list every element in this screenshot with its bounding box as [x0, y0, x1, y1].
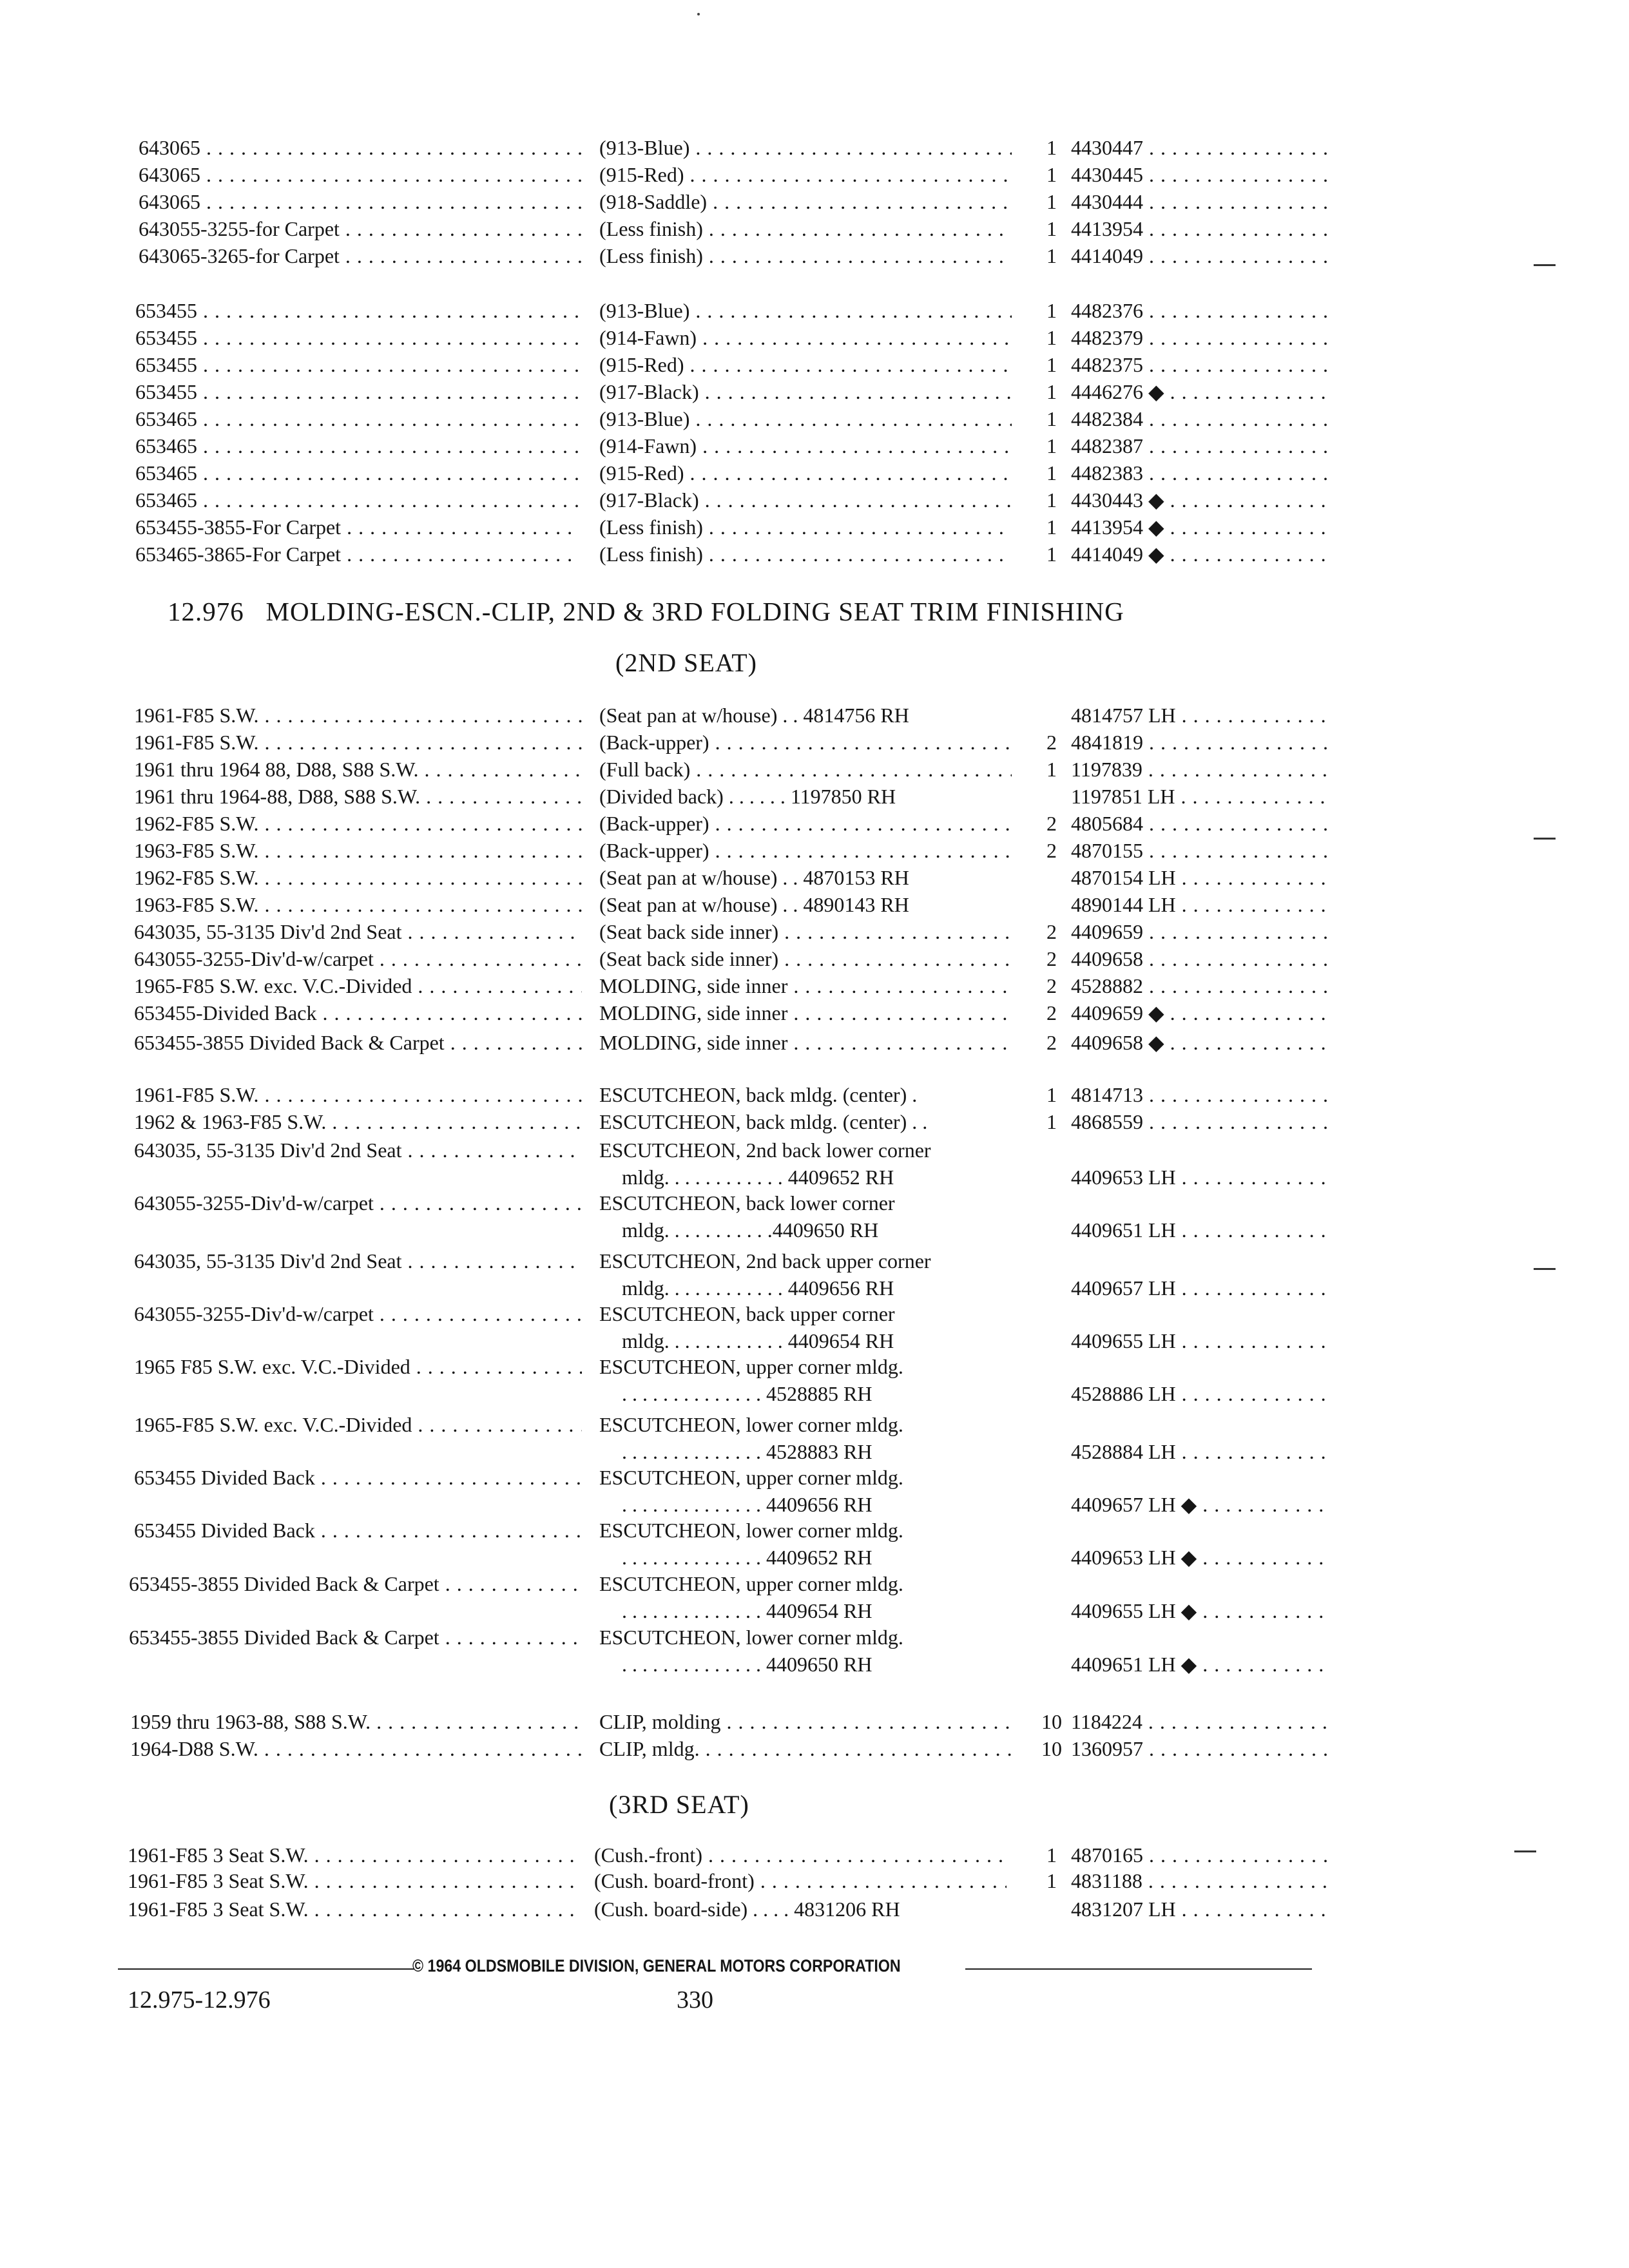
quantity: 1 [1046, 326, 1057, 349]
quantity: 1 [1046, 434, 1057, 457]
description: MOLDING, side inner . . . [599, 1028, 1012, 1057]
model: 653455-3855 Divided Back & Carpet . . . [129, 1623, 582, 1651]
part-number: 653455 . . . [135, 351, 580, 379]
catalog-number: 4805684 . . . [1071, 809, 1329, 838]
catalog-number: 4430444 . . . [1071, 187, 1329, 216]
table-row [0, 351, 1629, 379]
quantity: 1 [1046, 488, 1057, 512]
description-continued: mldg. . . . . . . . . . . . 4409656 RH [622, 1276, 894, 1300]
quantity: 2 [1046, 974, 1057, 997]
description: ESCUTCHEON, 2nd back lower corner [599, 1139, 931, 1162]
catalog-number: 4409653 LH ◆ . . . [1071, 1543, 1329, 1571]
model: 1959 thru 1963-88, S88 S.W. . . . [130, 1707, 581, 1736]
description: (Back-upper) . . . [599, 728, 1012, 756]
description-continued: mldg. . . . . . . . . . .4409650 RH [622, 1218, 879, 1242]
table-row [0, 215, 1629, 243]
description-continued: . . . . . . . . . . . . . . 4409654 RH [622, 1599, 872, 1622]
model: 643035, 55-3135 Div'd 2nd Seat . . . [134, 1136, 582, 1164]
catalog-number: 4831207 LH . . . [1071, 1895, 1329, 1923]
model: 653455 Divided Back . . . [134, 1463, 582, 1492]
table-row-continued [0, 1216, 1629, 1244]
margin-mark [1514, 1850, 1536, 1852]
table-row [0, 1108, 1629, 1136]
description: (915-Red) . . . [599, 351, 1012, 379]
catalog-number: 4870154 LH . . . [1071, 863, 1329, 892]
catalog-number: 4430447 . . . [1071, 133, 1329, 162]
catalog-number: 4890144 LH . . . [1071, 890, 1329, 919]
table-row [0, 1516, 1629, 1544]
description: (917-Black) . . . [599, 486, 1012, 514]
quantity: 2 [1046, 812, 1057, 835]
table-row-continued [0, 1274, 1629, 1302]
table-row [0, 1841, 1629, 1869]
table-row-continued [0, 1543, 1629, 1571]
table-row [0, 863, 1629, 892]
part-number: 653455-3855-For Carpet . . . [135, 513, 580, 541]
table-row [0, 242, 1629, 270]
description: ESCUTCHEON, back lower corner [599, 1191, 895, 1215]
description: ESCUTCHEON, back upper corner [599, 1302, 895, 1325]
table-row [0, 432, 1629, 460]
table-row [0, 701, 1629, 729]
catalog-number: 1184224 . . . [1071, 1707, 1329, 1736]
catalog-number: 4409655 LH . . . [1071, 1327, 1329, 1355]
stray-mark [697, 13, 700, 15]
section-range: 12.975-12.976 [128, 1986, 271, 2013]
quantity: 1 [1046, 190, 1057, 213]
description: (Less finish) . . . [599, 540, 1012, 568]
quantity: 2 [1046, 920, 1057, 943]
catalog-number: 4868559 . . . [1071, 1108, 1329, 1136]
description: ESCUTCHEON, upper corner mldg. [599, 1355, 903, 1378]
quantity: 1 [1046, 380, 1057, 403]
quantity: 1 [1046, 136, 1057, 159]
table-row [0, 378, 1629, 406]
footer-rule-left [118, 1968, 414, 1970]
part-number: 653465 . . . [135, 486, 580, 514]
description: ESCUTCHEON, back mldg. (center) . . [599, 1110, 928, 1133]
description-continued: mldg. . . . . . . . . . . . 4409652 RH [622, 1166, 894, 1189]
catalog-number: 4528886 LH . . . [1071, 1379, 1329, 1408]
table-row [0, 836, 1629, 865]
part-number: 653455 . . . [135, 323, 580, 352]
description: CLIP, molding . . . [599, 1707, 1012, 1736]
table-row-continued [0, 1597, 1629, 1625]
model: 653455-3855 Divided Back & Carpet . . . [134, 1028, 582, 1057]
model: 1962 & 1963-F85 S.W. . . . [134, 1108, 582, 1136]
description-continued: . . . . . . . . . . . . . . 4528883 RH [622, 1440, 872, 1463]
footer-rule-right [965, 1968, 1312, 1970]
catalog-number: 4482376 . . . [1071, 296, 1329, 325]
model: 1961-F85 S.W. . . . [134, 1081, 582, 1109]
part-number: 643065 . . . [139, 133, 583, 162]
table-row [0, 945, 1629, 973]
catalog-number: 4482384 . . . [1071, 405, 1329, 433]
description: MOLDING, side inner . . . [599, 972, 1012, 1000]
quantity: 1 [1046, 1110, 1057, 1133]
description: ESCUTCHEON, upper corner mldg. [599, 1572, 903, 1595]
second-seat-heading: (2ND SEAT) [615, 648, 757, 677]
catalog-number: 4841819 . . . [1071, 728, 1329, 756]
part-number: 653465-3865-For Carpet . . . [135, 540, 580, 568]
description: ESCUTCHEON, 2nd back upper corner [599, 1249, 931, 1273]
table-row [0, 1707, 1629, 1736]
quantity: 1 [1046, 515, 1057, 539]
table-row [0, 755, 1629, 783]
section-title: MOLDING-ESCN.-CLIP, 2ND & 3RD FOLDING SEAT TRIM FINISHING [265, 597, 1124, 626]
part-number: 653465 . . . [135, 432, 580, 460]
description: ESCUTCHEON, back mldg. (center) . [599, 1083, 918, 1106]
quantity: 1 [1046, 299, 1057, 322]
quantity: 1 [1046, 163, 1057, 186]
description: (914-Fawn) . . . [599, 432, 1012, 460]
quantity: 10 [1041, 1710, 1062, 1733]
table-row [0, 809, 1629, 838]
table-row [0, 1867, 1629, 1895]
description: (915-Red) . . . [599, 459, 1012, 487]
description: (Seat pan at w/house) . . 4870153 RH [599, 866, 909, 889]
model: 1964-D88 S.W. . . . [130, 1735, 581, 1763]
quantity: 1 [1046, 461, 1057, 485]
catalog-number: 4414049 . . . [1071, 242, 1329, 270]
catalog-number: 4409658 ◆ . . . [1071, 1028, 1329, 1057]
catalog-number: 4409651 LH ◆ . . . [1071, 1650, 1329, 1678]
description: MOLDING, side inner . . . [599, 999, 1012, 1027]
description: (Divided back) . . . . . . 1197850 RH [599, 785, 896, 808]
description: (Seat back side inner) . . . [599, 918, 1012, 946]
table-row [0, 540, 1629, 568]
model: 1961-F85 3 Seat S.W. . . . [128, 1841, 580, 1869]
description: (Cush. board-side) . . . . 4831206 RH [594, 1898, 900, 1921]
catalog-number: 4409655 LH ◆ . . . [1071, 1597, 1329, 1625]
catalog-number: 4814757 LH . . . [1071, 701, 1329, 729]
quantity: 1 [1046, 1869, 1057, 1892]
model: 1961-F85 S.W. . . . [134, 728, 582, 756]
description: ESCUTCHEON, lower corner mldg. [599, 1519, 903, 1542]
model: 1962-F85 S.W. . . . [134, 863, 582, 892]
catalog-number: 4482387 . . . [1071, 432, 1329, 460]
quantity: 2 [1046, 1031, 1057, 1054]
description: CLIP, mldg. . . . [599, 1735, 1012, 1763]
quantity: 2 [1046, 731, 1057, 754]
part-number: 653465 . . . [135, 405, 580, 433]
table-row [0, 187, 1629, 216]
description: (Back-upper) . . . [599, 809, 1012, 838]
catalog-number: 4413954 . . . [1071, 215, 1329, 243]
table-row [0, 1352, 1629, 1381]
table-row [0, 728, 1629, 756]
quantity: 1 [1046, 758, 1057, 781]
catalog-number: 4528882 . . . [1071, 972, 1329, 1000]
table-row [0, 1247, 1629, 1275]
margin-mark [1534, 1268, 1556, 1270]
table-row-continued [0, 1379, 1629, 1408]
model: 1965-F85 S.W. exc. V.C.-Divided . . . [134, 1410, 582, 1439]
catalog-number: 4409659 . . . [1071, 918, 1329, 946]
third-seat-heading: (3RD SEAT) [609, 1790, 749, 1819]
description: (Seat back side inner) . . . [599, 945, 1012, 973]
description: (Cush.-front) . . . [594, 1841, 1007, 1869]
table-row [0, 1410, 1629, 1439]
catalog-number: 1197839 . . . [1071, 755, 1329, 783]
description: (913-Blue) . . . [599, 133, 1012, 162]
part-number: 643065-3265-for Carpet . . . [139, 242, 583, 270]
catalog-number: 4446276 ◆ . . . [1071, 378, 1329, 406]
description: (918-Saddle) . . . [599, 187, 1012, 216]
part-number: 653455 . . . [135, 378, 580, 406]
table-row [0, 1623, 1629, 1651]
table-row [0, 133, 1629, 162]
table-row [0, 323, 1629, 352]
table-row [0, 1189, 1629, 1217]
model: 643055-3255-Div'd-w/carpet . . . [134, 1189, 582, 1217]
table-row-continued [0, 1437, 1629, 1466]
table-row [0, 1081, 1629, 1109]
table-row [0, 999, 1629, 1027]
table-row [0, 890, 1629, 919]
description: (Less finish) . . . [599, 242, 1012, 270]
model: 1965-F85 S.W. exc. V.C.-Divided . . . [134, 972, 582, 1000]
quantity: 1 [1046, 217, 1057, 240]
catalog-number: 4413954 ◆ . . . [1071, 513, 1329, 541]
description: ESCUTCHEON, lower corner mldg. [599, 1626, 903, 1649]
table-row [0, 782, 1629, 811]
table-row [0, 1735, 1629, 1763]
table-row [0, 486, 1629, 514]
table-row [0, 972, 1629, 1000]
table-row [0, 918, 1629, 946]
catalog-number: 4482383 . . . [1071, 459, 1329, 487]
model: 643055-3255-Div'd-w/carpet . . . [134, 945, 582, 973]
section-number: 12.976 [168, 597, 244, 626]
margin-mark [1534, 264, 1556, 266]
model: 653455-Divided Back . . . [134, 999, 582, 1027]
section-heading [168, 596, 1124, 627]
catalog-number: 4409657 LH . . . [1071, 1274, 1329, 1302]
description-continued: . . . . . . . . . . . . . . 4409656 RH [622, 1493, 872, 1516]
catalog-number: 4409658 . . . [1071, 945, 1329, 973]
quantity: 1 [1046, 407, 1057, 430]
catalog-number: 4870165 . . . [1071, 1841, 1329, 1869]
catalog-number: 4409659 ◆ . . . [1071, 999, 1329, 1027]
quantity: 2 [1046, 947, 1057, 970]
catalog-number: 4482379 . . . [1071, 323, 1329, 352]
table-row [0, 1463, 1629, 1492]
description-continued: mldg. . . . . . . . . . . . 4409654 RH [622, 1329, 894, 1352]
catalog-number: 4870155 . . . [1071, 836, 1329, 865]
margin-mark [1534, 838, 1556, 840]
quantity: 10 [1041, 1737, 1062, 1760]
quantity: 1 [1046, 1083, 1057, 1106]
description: ESCUTCHEON, upper corner mldg. [599, 1466, 903, 1489]
model: 1962-F85 S.W. . . . [134, 809, 582, 838]
table-row [0, 160, 1629, 189]
part-number: 643055-3255-for Carpet . . . [139, 215, 583, 243]
description: (913-Blue) . . . [599, 296, 1012, 325]
model: 1963-F85 S.W. . . . [134, 890, 582, 919]
model: 1961 thru 1964-88, D88, S88 S.W. . . . [134, 782, 582, 811]
catalog-number: 1360957 . . . [1071, 1735, 1329, 1763]
description: (Less finish) . . . [599, 513, 1012, 541]
quantity: 1 [1046, 1843, 1057, 1867]
table-row-continued [0, 1650, 1629, 1678]
table-row [0, 296, 1629, 325]
description: (914-Fawn) . . . [599, 323, 1012, 352]
table-row [0, 513, 1629, 541]
model: 1961-F85 3 Seat S.W. . . . [128, 1895, 580, 1923]
model: 1961-F85 3 Seat S.W. . . . [128, 1867, 580, 1895]
table-row-continued [0, 1327, 1629, 1355]
model: 643035, 55-3135 Div'd 2nd Seat . . . [134, 918, 582, 946]
table-row [0, 1895, 1629, 1923]
part-number: 643065 . . . [139, 187, 583, 216]
quantity: 1 [1046, 353, 1057, 376]
part-number: 643065 . . . [139, 160, 583, 189]
catalog-number: 4414049 ◆ . . . [1071, 540, 1329, 568]
catalog-number: 4528884 LH . . . [1071, 1437, 1329, 1466]
catalog-number: 4409651 LH . . . [1071, 1216, 1329, 1244]
catalog-number: 4482375 . . . [1071, 351, 1329, 379]
model: 653455 Divided Back . . . [134, 1516, 582, 1544]
catalog-number: 4831188 . . . [1071, 1867, 1329, 1895]
catalog-number: 4814713 . . . [1071, 1081, 1329, 1109]
description-continued: . . . . . . . . . . . . . . 4409650 RH [622, 1653, 872, 1676]
table-row [0, 1136, 1629, 1164]
description-continued: . . . . . . . . . . . . . . 4528885 RH [622, 1382, 872, 1405]
quantity: 1 [1046, 543, 1057, 566]
table-row-continued [0, 1490, 1629, 1519]
description: ESCUTCHEON, lower corner mldg. [599, 1413, 903, 1436]
description: (Cush. board-front) . . . [594, 1867, 1007, 1895]
table-row [0, 1570, 1629, 1598]
part-number: 653465 . . . [135, 459, 580, 487]
table-row [0, 405, 1629, 433]
model: 1961-F85 S.W. . . . [134, 701, 582, 729]
page-number: 330 [677, 1986, 713, 2013]
catalog-number: 4409653 LH . . . [1071, 1163, 1329, 1191]
description: (913-Blue) . . . [599, 405, 1012, 433]
model: 1965 F85 S.W. exc. V.C.-Divided . . . [134, 1352, 582, 1381]
table-row-continued [0, 1163, 1629, 1191]
model: 653455-3855 Divided Back & Carpet . . . [129, 1570, 582, 1598]
description: (Seat pan at w/house) . . 4814756 RH [599, 704, 909, 727]
table-row [0, 1300, 1629, 1328]
model: 1963-F85 S.W. . . . [134, 836, 582, 865]
model: 643055-3255-Div'd-w/carpet . . . [134, 1300, 582, 1328]
description: (917-Black) . . . [599, 378, 1012, 406]
table-row [0, 1028, 1629, 1057]
part-number: 653455 . . . [135, 296, 580, 325]
description-continued: . . . . . . . . . . . . . . 4409652 RH [622, 1546, 872, 1569]
description: (Seat pan at w/house) . . 4890143 RH [599, 893, 909, 916]
description: (Full back) . . . [599, 755, 1012, 783]
description: (Back-upper) . . . [599, 836, 1012, 865]
quantity: 1 [1046, 244, 1057, 267]
quantity: 2 [1046, 839, 1057, 862]
description: (915-Red) . . . [599, 160, 1012, 189]
catalog-number: 4409657 LH ◆ . . . [1071, 1490, 1329, 1519]
table-row [0, 459, 1629, 487]
catalog-number: 1197851 LH . . . [1071, 782, 1329, 811]
quantity: 2 [1046, 1001, 1057, 1024]
description: (Less finish) . . . [599, 215, 1012, 243]
model: 1961 thru 1964 88, D88, S88 S.W. . . . [134, 755, 582, 783]
catalog-number: 4430443 ◆ . . . [1071, 486, 1329, 514]
model: 643035, 55-3135 Div'd 2nd Seat . . . [134, 1247, 582, 1275]
catalog-number: 4430445 . . . [1071, 160, 1329, 189]
footer-copyright: © 1964 OLDSMOBILE DIVISION, GENERAL MOTORS CORPORATION [412, 1956, 901, 1975]
